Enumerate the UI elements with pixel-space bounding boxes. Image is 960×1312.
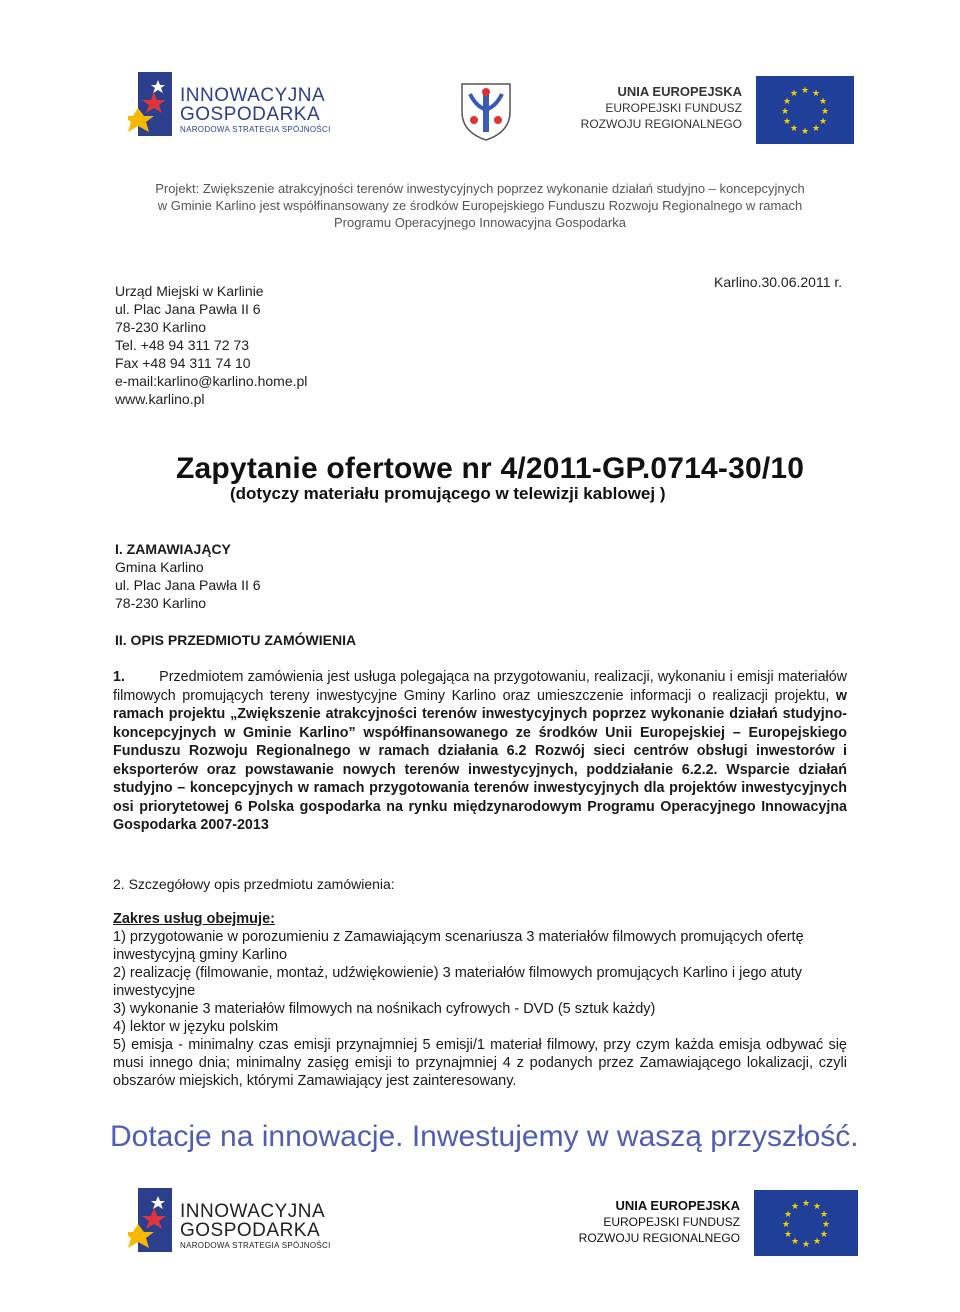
svg-text:★: ★ [800, 127, 810, 137]
eu-line2: EUROPEJSKI FUNDUSZ [605, 101, 742, 115]
ig-logo-line3: NARODOWA STRATEGIA SPÓJNOŚCI [180, 125, 331, 134]
scope-item: 5) emisja - minimalny czas emisji przynajmniej 5 emisji/1 materiał filmowy, przy czym każda emisja odbywać się musi innego dnia; minimalny zasięg emisji to przynajmniej 4 z podanych przez Zamawiającego lokalizacji, czyli obszarów miejskich, którymi Zamawiający jest zainteresowany. [113, 1037, 847, 1089]
section1-line1: Gmina Karlino [115, 559, 204, 575]
eu-footer-line2: EUROPEJSKI FUNDUSZ [603, 1215, 740, 1229]
svg-text:★: ★ [781, 1220, 791, 1230]
svg-text:★: ★ [789, 124, 799, 134]
ig-star-mark-icon [128, 1186, 178, 1256]
svg-text:★: ★ [789, 89, 799, 99]
svg-text:★: ★ [800, 86, 810, 96]
svg-text:★: ★ [780, 107, 790, 117]
svg-text:★: ★ [819, 1210, 829, 1220]
address-phone: Tel. +48 94 311 72 73 [115, 337, 250, 353]
svg-text:★: ★ [821, 1220, 831, 1230]
svg-text:★: ★ [782, 117, 792, 127]
svg-text:★: ★ [818, 97, 828, 107]
svg-text:★: ★ [801, 1199, 811, 1209]
svg-text:★: ★ [782, 97, 792, 107]
ig-star-mark-icon [128, 70, 178, 140]
paragraph1-bold-text: w ramach projektu „Zwiększenie atrakcyjności terenów inwestycyjnych poprzez wykonanie działań studyjno-koncepcyjnych w Gminie Karlino” współfinansowanego ze środków Unii Europejskiej – Europejskiego Funduszu Rozwoju Regionalnego w ramach działania 6.2 Rozwój sieci centrów obsługi inwestorów i eksporterów oraz powstawanie nowych terenów inwestycyjnych, poddziałanie 6.2.2. Wsparcie działań studyjno – koncepcyjnych w ramach przygotowania terenów inwestycyjnych dla projektów inwestycyjnych osi priorytetowej 6 Polska gospodarka na rynku międzynarodowym Programu Operacyjnego Innowacyjna Gospodarka 2007-2013 [113, 687, 847, 833]
scope-item: 2) realizację (filmowanie, montaż, udźwiękowienie) 3 materiałów filmowych promujących Karlino i jego atuty inwestycyjne [113, 965, 803, 999]
eu-flag-icon [756, 76, 854, 144]
svg-text:★: ★ [783, 1210, 793, 1220]
svg-text:★: ★ [812, 1202, 822, 1212]
scope-item: 3) wykonanie 3 materiałów filmowych na nośnikach cyfrowych - DVD (5 sztuk każdy) [113, 1001, 656, 1017]
eu-logo-footer [574, 1190, 858, 1256]
section1-heading: I. ZAMAWIAJĄCY [115, 541, 231, 557]
paragraph1-plain-text: Przedmiotem zamówienia jest usługa polegająca na przygotowaniu, realizacji, wykonaniu i emisji materiałów filmowych promujących tereny inwestycyjne Gminy Karlino oraz umieszczenie informacji o realizacji projektu, [113, 669, 847, 704]
ig-logo-line2: GOSPODARKA [180, 104, 321, 125]
svg-text:★: ★ [820, 107, 830, 117]
eu-footer-line3: ROZWOJU REGIONALNEGO [578, 1231, 740, 1245]
section2-heading: II. OPIS PRZEDMIOTU ZAMÓWIENIA [115, 632, 357, 648]
ig-logo-line1: INNOWACYJNA [180, 85, 326, 106]
svg-text:★: ★ [801, 1240, 811, 1250]
address-website: www.karlino.pl [115, 391, 205, 407]
address-line2: ul. Plac Jana Pawła II 6 [115, 301, 261, 317]
document-subtitle: (dotyczy materiału promującego w telewizji kablowej ) [230, 484, 666, 503]
scope-item: 4) lektor w języku polskim [113, 1019, 279, 1035]
svg-text:★: ★ [811, 124, 821, 134]
project-note-line3: Programu Operacyjnego Innowacyjna Gospodarka [334, 215, 626, 230]
scope-heading: Zakres usług obejmuje: [113, 911, 275, 927]
svg-text:★: ★ [812, 1237, 822, 1247]
address-line3: 78-230 Karlino [115, 319, 207, 335]
paragraph1-number: 1. [113, 669, 125, 685]
sender-address [115, 282, 307, 408]
svg-text:★: ★ [790, 1202, 800, 1212]
scope-item: 1) przygotowanie w porozumieniu z Zamawiającym scenariusza 3 materiałów filmowych promujących ofertę inwestycyjną gminy Karlino [113, 929, 804, 963]
address-fax: Fax +48 94 311 74 10 [115, 355, 251, 371]
eu-logo-header [580, 76, 854, 144]
svg-text:★: ★ [783, 1230, 793, 1240]
innowacyjna-gospodarka-logo-footer [128, 1186, 348, 1256]
section2-paragraph1 [113, 668, 847, 835]
section2-paragraph2: 2. Szczegółowy opis przedmiotu zamówienia: [113, 876, 395, 892]
ig-footer-line1: INNOWACYJNA [180, 1201, 326, 1222]
project-note-line1: Projekt: Zwiększenie atrakcyjności terenów inwestycyjnych poprzez wykonanie działań studyjno – koncepcyjnych [155, 181, 805, 196]
slogan: Dotacje na innowacje. Inwestujemy w waszą przyszłość. [110, 1120, 859, 1153]
document-date: Karlino.30.06.2011 r. [714, 274, 843, 290]
svg-text:★: ★ [790, 1237, 800, 1247]
address-email: e-mail:karlino@karlino.home.pl [115, 373, 308, 389]
karlino-crest-icon [456, 80, 516, 142]
document-title: Zapytanie ofertowe nr 4/2011-GP.0714-30/10 [176, 452, 805, 485]
section1-line3: 78-230 Karlino [115, 595, 207, 611]
svg-text:★: ★ [818, 117, 828, 127]
eu-flag-icon [754, 1190, 858, 1256]
innowacyjna-gospodarka-logo [128, 70, 348, 140]
eu-footer-line1: UNIA EUROPEJSKA [615, 1198, 740, 1213]
section-ordering-party [115, 540, 261, 612]
svg-text:★: ★ [811, 89, 821, 99]
ig-footer-line2: GOSPODARKA [180, 1220, 321, 1241]
section1-line2: ul. Plac Jana Pawła II 6 [115, 577, 261, 593]
project-note-line2: w Gminie Karlino jest współfinansowany ze środków Europejskiego Funduszu Rozwoju Regionalnego w ramach [157, 198, 803, 213]
ig-footer-line3: NARODOWA STRATEGIA SPÓJNOŚCI [180, 1241, 331, 1250]
eu-line3: ROZWOJU REGIONALNEGO [580, 117, 742, 131]
eu-line1: UNIA EUROPEJSKA [617, 84, 742, 99]
project-cofinancing-note [110, 180, 850, 231]
address-line1: Urząd Miejski w Karlinie [115, 283, 264, 299]
svg-text:★: ★ [819, 1230, 829, 1240]
scope-of-services [113, 910, 847, 1090]
